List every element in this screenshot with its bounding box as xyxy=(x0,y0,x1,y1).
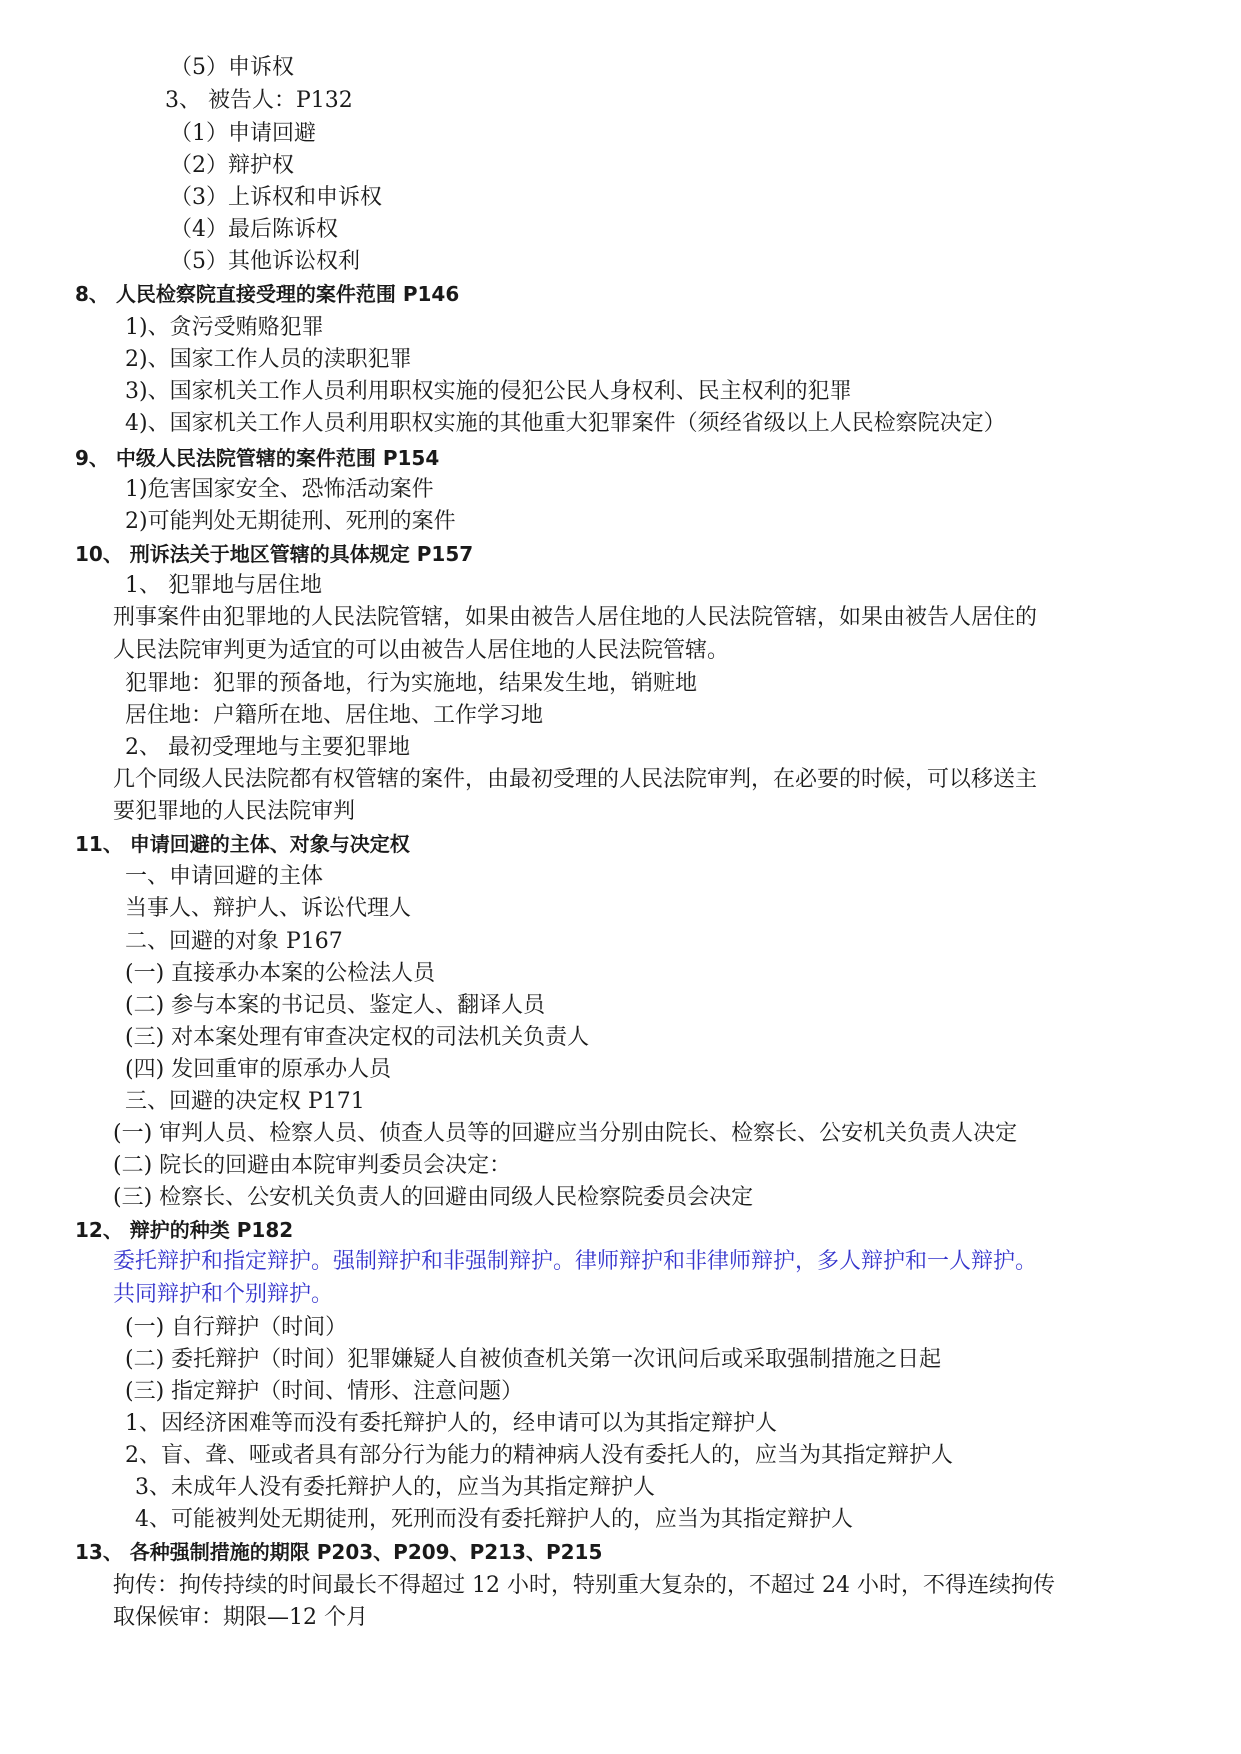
text-line: (一) 自行辩护（时间） xyxy=(125,1315,348,1340)
text-line: 取保候审：期限—12 个月 xyxy=(113,1605,368,1630)
text-line: （4）最后陈诉权 xyxy=(170,217,338,242)
text-line: (三) 对本案处理有审查决定权的司法机关负责人 xyxy=(125,1025,590,1050)
text-line: (二) 院长的回避由本院审判委员会决定： xyxy=(113,1153,512,1178)
text-line: （3）上诉权和申诉权 xyxy=(170,185,382,210)
text-line: (四) 发回重审的原承办人员 xyxy=(125,1057,392,1082)
text-line: 共同辩护和个别辩护。 xyxy=(113,1282,334,1307)
text-line: (一) 审判人员、检察人员、侦查人员等的回避应当分别由院长、检察长、公安机关负责人决定 xyxy=(113,1121,1018,1146)
section-heading: 11、 申请回避的主体、对象与决定权 xyxy=(75,832,410,856)
text-line: 1)、贪污受贿赂犯罪 xyxy=(125,315,324,340)
text-line: 要犯罪地的人民法院审判 xyxy=(113,799,356,824)
text-line: 1)危害国家安全、恐怖活动案件 xyxy=(125,477,434,502)
section-heading: 12、 辩护的种类 P182 xyxy=(75,1218,294,1242)
text-line: (三) 指定辩护（时间、情形、注意问题） xyxy=(125,1379,524,1404)
text-line: (二) 委托辩护（时间）犯罪嫌疑人自被侦查机关第一次讯问后或采取强制措施之日起 xyxy=(125,1347,942,1372)
text-line: 二、回避的对象 P167 xyxy=(125,929,343,954)
text-line: (一) 直接承办本案的公检法人员 xyxy=(125,961,436,986)
text-line: 当事人、辩护人、诉讼代理人 xyxy=(125,896,412,921)
text-line: （5）其他诉讼权利 xyxy=(170,249,360,274)
text-line: （5）申诉权 xyxy=(170,55,294,80)
section-heading: 13、 各种强制措施的期限 P203、P209、P213、P215 xyxy=(75,1540,603,1564)
text-line: (三) 检察长、公安机关负责人的回避由同级人民检察院委员会决定 xyxy=(113,1185,754,1210)
text-line: 拘传：拘传持续的时间最长不得超过 12 小时，特别重大复杂的，不超过 24 小时，不得连续拘传 xyxy=(113,1573,1055,1598)
text-line: 4、可能被判处无期徒刑，死刑而没有委托辩护人的，应当为其指定辩护人 xyxy=(135,1507,853,1532)
text-line: (二) 参与本案的书记员、鉴定人、翻译人员 xyxy=(125,993,546,1018)
text-line: 2、 最初受理地与主要犯罪地 xyxy=(125,735,410,760)
text-line: 3、 被告人：P132 xyxy=(165,88,353,113)
text-line: 犯罪地：犯罪的预备地，行为实施地，结果发生地，销赃地 xyxy=(125,671,698,696)
text-line: 委托辩护和指定辩护。强制辩护和非强制辩护。律师辩护和非律师辩护，多人辩护和一人辩护。 xyxy=(113,1249,1038,1274)
text-line: 一、申请回避的主体 xyxy=(125,864,324,889)
text-line: 几个同级人民法院都有权管辖的案件，由最初受理的人民法院审判，在必要的时候，可以移送主 xyxy=(113,767,1038,792)
text-line: 3、未成年人没有委托辩护人的，应当为其指定辩护人 xyxy=(135,1475,655,1500)
text-line: 2)、国家工作人员的渎职犯罪 xyxy=(125,347,412,372)
text-line: 1、因经济困难等而没有委托辩护人的，经申请可以为其指定辩护人 xyxy=(125,1411,777,1436)
text-line: 2、盲、聋、哑或者具有部分行为能力的精神病人没有委托人的，应当为其指定辩护人 xyxy=(125,1443,953,1468)
section-heading: 9、 中级人民法院管辖的案件范围 P154 xyxy=(75,446,440,470)
text-line: 人民法院审判更为适宜的可以由被告人居住地的人民法院管辖。 xyxy=(113,638,730,663)
text-line: 2)可能判处无期徒刑、死刑的案件 xyxy=(125,509,456,534)
text-line: 3)、国家机关工作人员利用职权实施的侵犯公民人身权利、民主权利的犯罪 xyxy=(125,379,852,404)
text-line: （2）辩护权 xyxy=(170,153,294,178)
section-heading: 8、 人民检察院直接受理的案件范围 P146 xyxy=(75,282,460,306)
text-line: 三、回避的决定权 P171 xyxy=(125,1089,365,1114)
text-line: 刑事案件由犯罪地的人民法院管辖，如果由被告人居住地的人民法院管辖，如果由被告人居住的 xyxy=(113,605,1038,630)
section-heading: 10、 刑诉法关于地区管辖的具体规定 P157 xyxy=(75,542,474,566)
text-line: 4)、国家机关工作人员利用职权实施的其他重大犯罪案件（须经省级以上人民检察院决定） xyxy=(125,411,1006,436)
text-line: 1、 犯罪地与居住地 xyxy=(125,573,322,598)
text-line: 居住地：户籍所在地、居住地、工作学习地 xyxy=(125,703,544,728)
text-line: （1）申请回避 xyxy=(170,121,316,146)
